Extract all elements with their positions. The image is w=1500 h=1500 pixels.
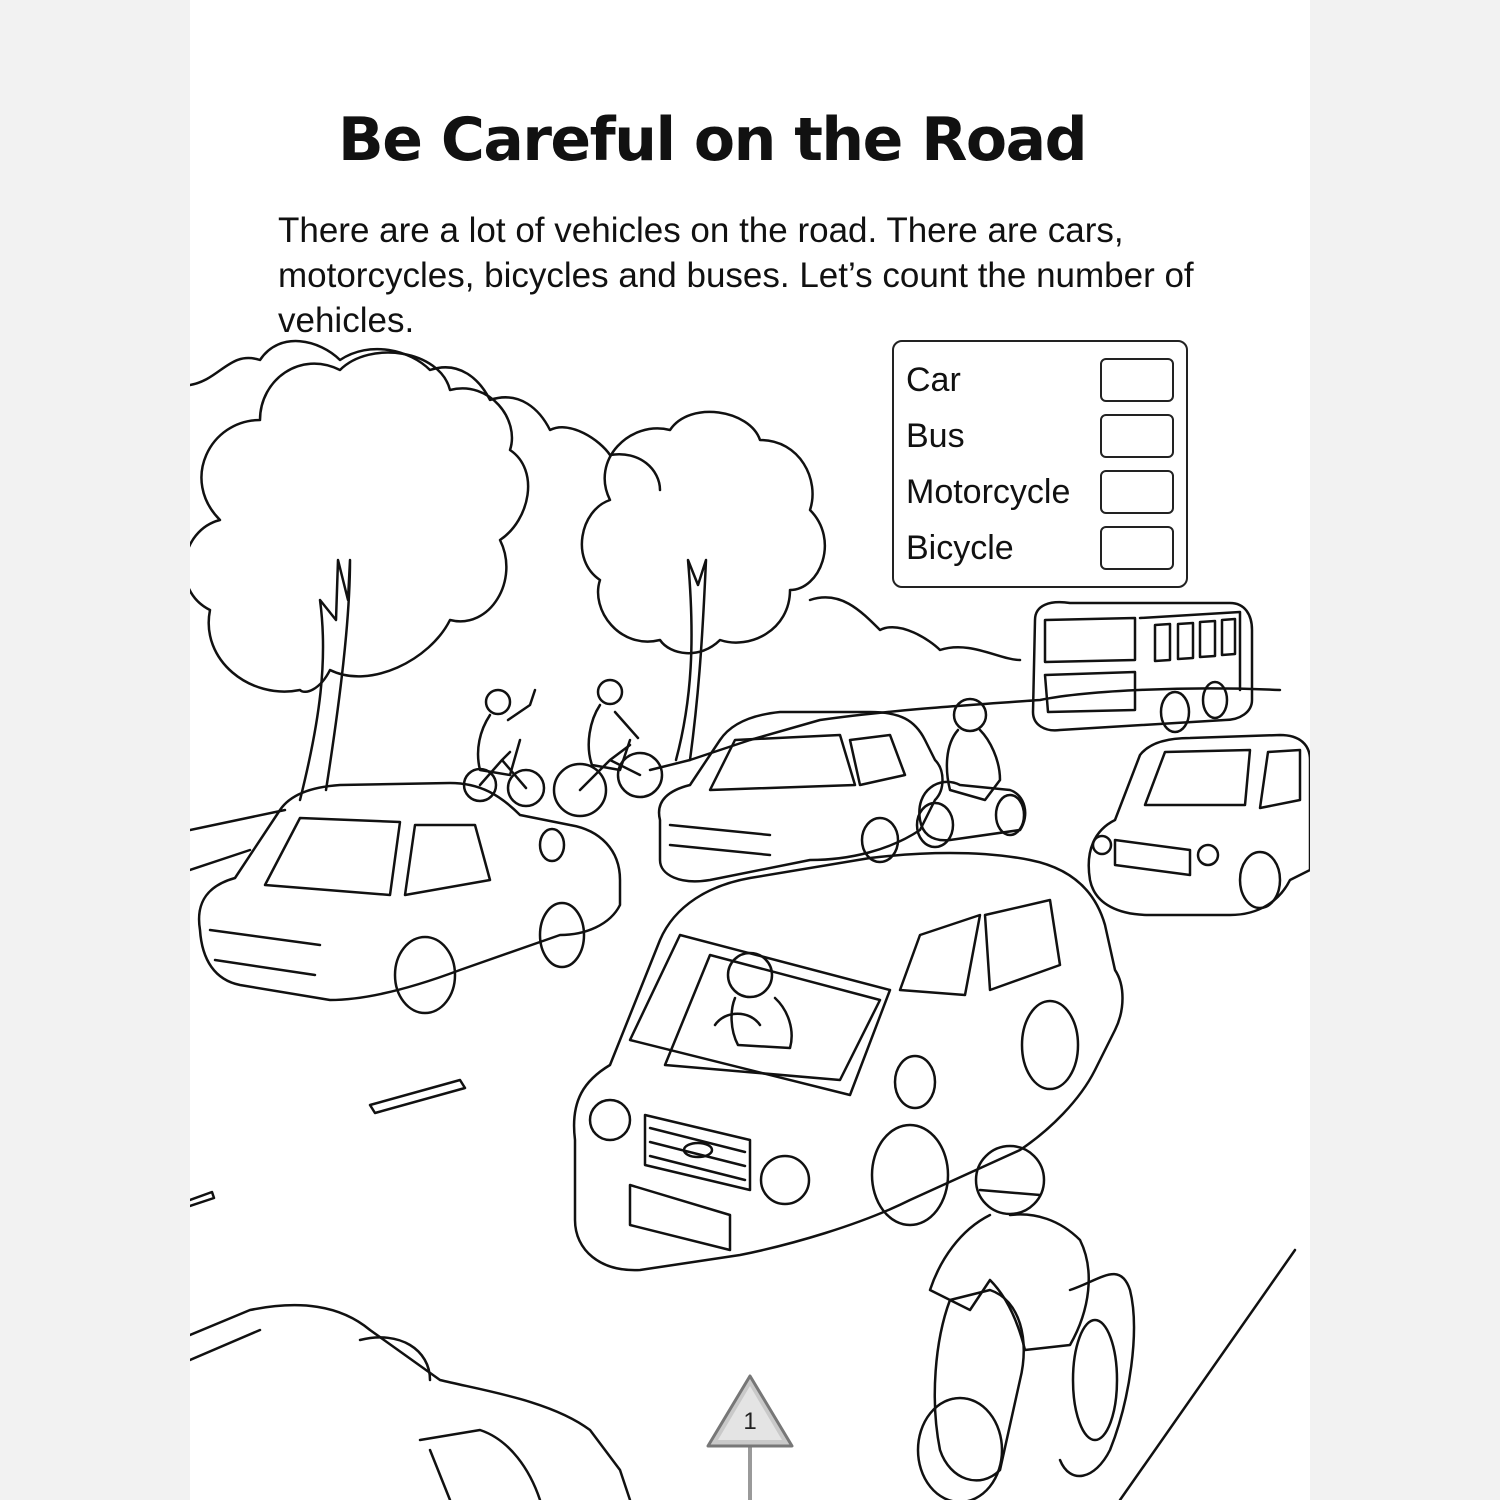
tree-middle-trunk bbox=[676, 560, 706, 760]
lane-marking-small bbox=[190, 1192, 214, 1206]
bicycle-count-box[interactable] bbox=[1100, 526, 1174, 570]
motorcycle-count-box[interactable] bbox=[1100, 470, 1174, 514]
bicyclist-middle bbox=[554, 680, 662, 816]
vehicle-count-table bbox=[892, 340, 1188, 588]
tally-row-car bbox=[906, 356, 1174, 404]
tally-label-bus: Bus bbox=[906, 416, 965, 455]
car-bottom-left-partial bbox=[190, 1305, 630, 1500]
tally-label-car: Car bbox=[906, 360, 961, 399]
page-number: 1 bbox=[743, 1408, 757, 1435]
tally-row-motorcycle bbox=[906, 468, 1174, 516]
road-sign-icon bbox=[704, 1372, 796, 1500]
page-title: Be Careful on the Road bbox=[338, 105, 1087, 175]
car-center-foreground bbox=[574, 853, 1122, 1270]
car-right bbox=[1089, 735, 1310, 915]
motorcyclist-foreground bbox=[918, 1146, 1134, 1500]
motorcyclist-back bbox=[917, 699, 1025, 847]
bus-drawing bbox=[1033, 602, 1252, 732]
instructions-text: There are a lot of vehicles on the road. There are cars, motorcycles, bicycles and buses. Let’s count the number of vehicles. bbox=[278, 211, 1194, 340]
tally-row-bicycle bbox=[906, 524, 1174, 572]
car-left bbox=[199, 783, 620, 1013]
bus-count-box[interactable] bbox=[1100, 414, 1174, 458]
bicyclist-left bbox=[464, 690, 544, 806]
tally-row-bus bbox=[906, 412, 1174, 460]
road-right-edge bbox=[1120, 1250, 1295, 1500]
tree-left-canopy bbox=[190, 353, 528, 692]
worksheet-page bbox=[190, 0, 1310, 1500]
lane-marking bbox=[370, 1080, 465, 1113]
car-count-box[interactable] bbox=[1100, 358, 1174, 402]
tally-label-motorcycle: Motorcycle bbox=[906, 472, 1071, 511]
tally-label-bicycle: Bicycle bbox=[906, 528, 1014, 567]
